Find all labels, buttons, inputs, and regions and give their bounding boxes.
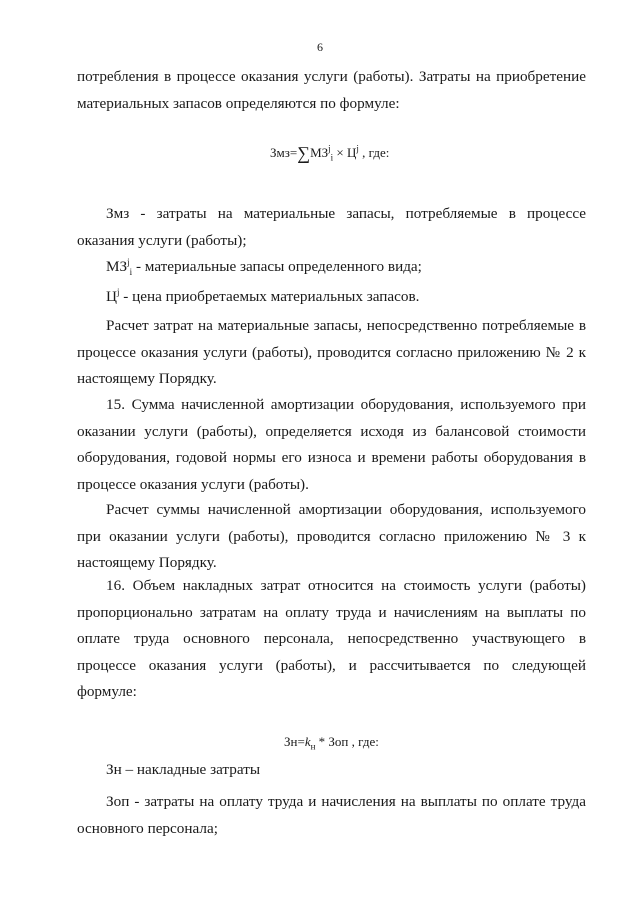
formula1-term-c: Ц bbox=[347, 145, 357, 160]
formula2-k: k bbox=[304, 734, 311, 749]
def-c-sup: j bbox=[116, 286, 120, 297]
formula1-times: × bbox=[333, 145, 348, 160]
formula1-sup-j2: j bbox=[356, 143, 359, 154]
formula1-sub-i: i bbox=[330, 152, 334, 163]
paragraph-consumption: потребления в процессе оказания услуги (работы). Затраты на приобретение материальных запасов определяются по формуле: bbox=[77, 68, 586, 112]
def-c-text: - цена приобретаемых материальных запасов. bbox=[119, 288, 420, 305]
paragraph-calc-amortization: Расчет суммы начисленной амортизации оборудования, используемого при оказании услуги (работы), проводится согласно приложению № 3 к настоящему Порядку. bbox=[77, 501, 586, 571]
formula1-lhs: Змз= bbox=[270, 145, 298, 160]
formula-material-costs bbox=[270, 143, 389, 164]
def-mz-sup: j bbox=[127, 256, 130, 267]
def-c-term: Ц bbox=[106, 288, 117, 305]
formula2-k-sub: н bbox=[310, 741, 316, 752]
def-mz-sub: i bbox=[129, 267, 133, 278]
formula1-suffix: , где: bbox=[358, 145, 390, 160]
formula-overhead bbox=[284, 734, 379, 750]
def-mz-text: - материальные запасы определенного вида; bbox=[132, 258, 422, 275]
formula1-sup-j: j bbox=[328, 143, 331, 154]
paragraph-calc-materials: Расчет затрат на материальные запасы, непосредственно потребляемые в процессе оказания услуги (работы), проводится согласно приложению № 2 к настоящему Порядку. bbox=[77, 317, 586, 387]
formula2-lhs: Зн= bbox=[284, 734, 305, 749]
definition-zn: Зн – накладные затраты bbox=[106, 761, 261, 778]
page-number: 6 bbox=[317, 40, 323, 54]
definition-c bbox=[106, 288, 419, 306]
paragraph-15-amortization: 15. Сумма начисленной амортизации оборудования, используемого при оказании услуги (работы), определяется исходя из балансовой стоимости оборудования, годовой нормы его износа и времени работы оборудования в процессе оказания услуги (работы). bbox=[77, 396, 586, 493]
sigma-symbol: ∑ bbox=[297, 143, 311, 163]
def-mz-term: МЗ bbox=[106, 258, 128, 275]
definition-zmz: Змз - затраты на материальные запасы, потребляемые в процессе оказания услуги (работы); bbox=[77, 205, 586, 249]
formula2-suffix: , где: bbox=[348, 734, 379, 749]
formula1-term-mz: МЗ bbox=[310, 145, 329, 160]
paragraph-16-overhead: 16. Объем накладных затрат относится на стоимость услуги (работы) пропорционально затратам на оплату труда и начислениям на выплаты по оплате труда основного персонала, непосредственно участвующего в процессе оказания услуги (работы), и рассчитывается по следующей формуле: bbox=[77, 577, 586, 700]
formula2-rest: * Зоп bbox=[315, 734, 349, 749]
definition-zop: Зоп - затраты на оплату труда и начисления на выплаты по оплате труда основного персонала; bbox=[77, 793, 586, 837]
definition-mz bbox=[106, 258, 422, 276]
